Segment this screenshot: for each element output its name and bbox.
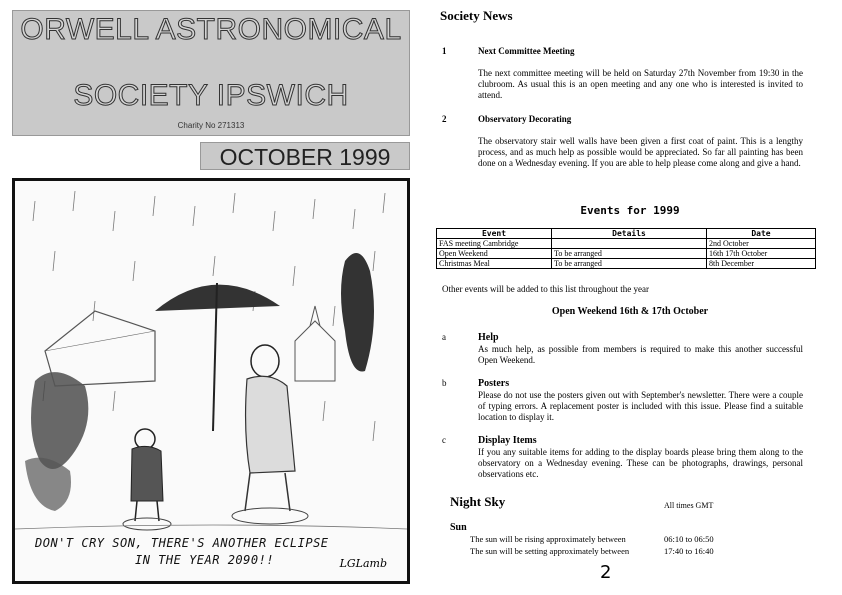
item-body: Please do not use the posters given out with September's newsletter. There were a couple of typing errors. A replacement poster is included with this issue. Please find a suitable location to display it.: [478, 390, 803, 422]
cell-details: To be arranged: [552, 259, 707, 269]
tree-left: [31, 372, 88, 469]
item-letter: b: [442, 378, 447, 388]
sun-heading: Sun: [450, 522, 467, 533]
sun-set-time: 17:40 to 16:40: [664, 546, 714, 556]
charity-number: Charity No 271313: [177, 121, 245, 130]
masthead-line-1: ORWELL ASTRONOMICAL: [20, 13, 402, 46]
artist-signature: LGLamb: [339, 557, 387, 570]
time-zone-note: All times GMT: [664, 501, 714, 510]
tree-right: [341, 253, 374, 372]
cartoon-caption-1: DON'T CRY SON, THERE'S ANOTHER ECLIPSE: [35, 536, 329, 550]
cell-event: Christmas Meal: [437, 259, 552, 269]
table-row: [437, 249, 816, 259]
events-title: Events for 1999: [580, 204, 680, 217]
cover-page: [10, 8, 412, 584]
cell-date: 8th December: [707, 259, 816, 269]
events-table: [436, 228, 816, 269]
item-heading: Display Items: [478, 435, 537, 446]
adult-head: [251, 345, 279, 377]
masthead: [12, 10, 410, 136]
item-body: If you any suitable items for adding to the display boards please bring them along to the observatory on a Wednesday evening. These can be photographs, drawings, personal observations etc.: [478, 447, 803, 479]
item-body: As much help, as possible from members is required to make this another successful Open Weekend.: [478, 344, 803, 365]
col-details: Details: [552, 229, 707, 239]
table-row: [437, 239, 816, 249]
item-heading: Observatory Decorating: [478, 114, 572, 124]
col-event: Event: [437, 229, 552, 239]
sun-rise-time: 06:10 to 06:50: [664, 534, 714, 544]
cell-event: Open Weekend: [437, 249, 552, 259]
cell-details: [552, 239, 707, 249]
table-row: [437, 259, 816, 269]
section-title-society-news: Society News: [440, 8, 513, 23]
puddle-adult: [232, 508, 308, 524]
item-letter: c: [442, 435, 446, 445]
church: [295, 321, 335, 381]
item-heading: Help: [478, 332, 499, 343]
sun-rise-label: The sun will be rising approximately between: [470, 534, 626, 544]
item-body: The next committee meeting will be held on Saturday 27th November from 19:30 in the clubroom. As usual this is an open meeting and any one who is interested is invited to attend.: [478, 68, 803, 100]
cell-event: FAS meeting Cambridge: [437, 239, 552, 249]
child-body: [131, 446, 163, 501]
item-number: 1: [442, 46, 447, 56]
events-table-header: [437, 229, 816, 239]
cell-date: 16th 17th October: [707, 249, 816, 259]
page-number: 2: [600, 562, 612, 583]
events-note: Other events will be added to this list throughout the year: [442, 284, 649, 294]
adult-body: [246, 376, 295, 473]
cartoon-drawing: [15, 181, 407, 581]
cell-details: To be arranged: [552, 249, 707, 259]
night-sky-title: Night Sky: [450, 494, 506, 509]
col-date: Date: [707, 229, 816, 239]
item-body: The observatory stair well walls have been given a first coat of paint. This is a lengthy process, and as much help as possible would be appreciated. So far all painting has been done on a Wednesday evening. If you are able to help please come along and give a hand.: [478, 136, 803, 168]
cartoon-illustration: [12, 178, 410, 584]
cell-date: 2nd October: [707, 239, 816, 249]
item-letter: a: [442, 332, 446, 342]
open-weekend-title: Open Weekend 16th & 17th October: [551, 306, 709, 317]
cartoon-caption-2: IN THE YEAR 2090!!: [135, 553, 275, 567]
puddle-child: [123, 518, 171, 530]
issue-date: OCTOBER 1999: [200, 142, 410, 170]
item-heading: Next Committee Meeting: [478, 46, 575, 56]
masthead-line-2: SOCIETY IPSWICH: [73, 79, 349, 112]
item-number: 2: [442, 114, 447, 124]
item-heading: Posters: [478, 378, 510, 389]
sun-set-label: The sun will be setting approximately between: [470, 546, 630, 556]
